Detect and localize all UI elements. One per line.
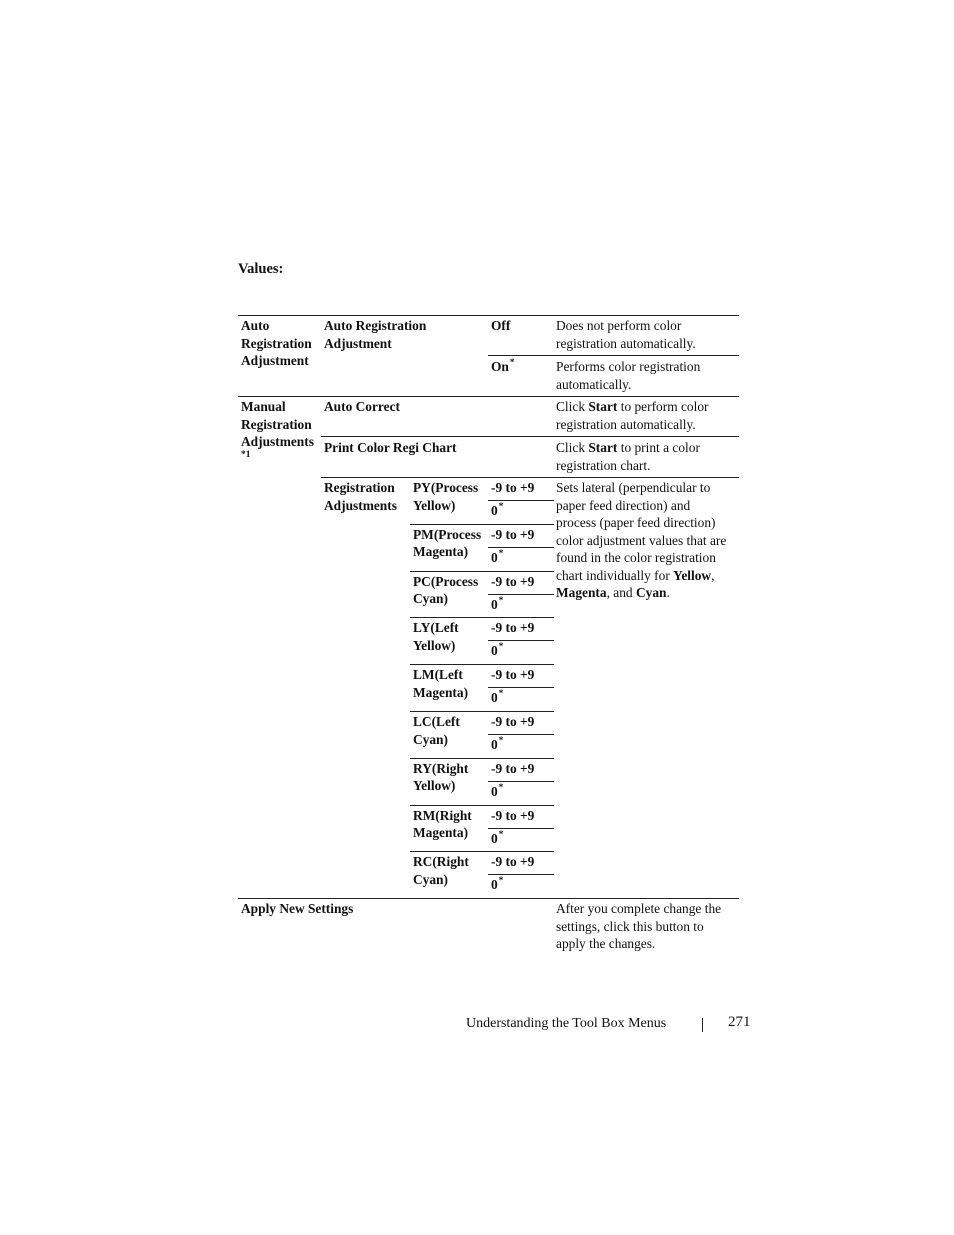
registration-item-name: PY(Process Yellow) [413, 480, 479, 513]
registration-item-range: -9 to +9 [491, 760, 535, 776]
registration-item-default: 0* [491, 594, 504, 612]
value-on-description: Performs color registration automatically. [556, 359, 701, 392]
registration-item-range: -9 to +9 [491, 526, 535, 542]
registration-item-name: LM(Left Magenta) [413, 667, 469, 700]
footer-separator [702, 1018, 703, 1032]
row-divider [238, 396, 739, 397]
value-on: On* [491, 357, 515, 374]
auto-registration-category: Auto Registration Adjustment [241, 318, 312, 368]
registration-item-range: -9 to +9 [491, 480, 535, 495]
registration-item-range: -9 to +9 [491, 667, 535, 683]
registration-item-default: 0* [491, 547, 504, 565]
auto-correct-description: Click Start to perform color registration automatically. [556, 399, 709, 432]
range-divider [488, 547, 554, 548]
footnote-marker: *1 [241, 449, 251, 460]
range-divider [488, 781, 554, 782]
value-off-description: Does not perform color registration automatically. [556, 318, 696, 351]
registration-adjustments-description: Sets lateral (perpendicular to paper feed direction) and process (paper feed direction) color adjustment values that are found in the color registration chart individually for Yellow, Magenta, and Cyan. [556, 480, 727, 600]
registration-item-default: 0* [491, 501, 504, 518]
registration-item-range: -9 to +9 [491, 854, 535, 870]
registration-item-range: -9 to +9 [491, 714, 535, 729]
registration-item-range: -9 to +9 [491, 573, 535, 589]
registration-item-name: LC(Left Cyan) [413, 714, 460, 747]
apply-new-settings-item: Apply New Settings [241, 901, 354, 916]
value-off: Off [491, 318, 511, 333]
registration-item-range: -9 to +9 [491, 807, 535, 823]
registration-item-range: -9 to +9 [491, 620, 535, 636]
registration-item-name: RY(Right Yellow) [413, 760, 469, 794]
registration-item-divider [410, 851, 554, 852]
range-divider [488, 734, 554, 735]
registration-adjustments-item: Registration Adjustments [324, 480, 397, 513]
registration-item-default: 0* [491, 735, 504, 752]
row-divider [488, 355, 739, 356]
registration-item-name: LY(Left Yellow) [413, 620, 459, 653]
table-section-rule [238, 898, 739, 899]
row-divider [321, 436, 739, 437]
registration-item-name: RC(Right Cyan) [413, 854, 469, 887]
registration-item-name: PM(Process Magenta) [413, 526, 482, 560]
registration-item-default: 0* [491, 875, 504, 893]
range-divider [488, 594, 554, 595]
range-divider [488, 874, 554, 875]
registration-item-name: PC(Process Cyan) [413, 573, 479, 607]
table-top-rule [238, 315, 739, 316]
auto-correct-item: Auto Correct [324, 399, 400, 414]
apply-new-settings-description: After you complete change the settings, click this button to apply the changes. [556, 901, 722, 951]
registration-item-default: 0* [491, 781, 504, 799]
registration-item-divider [410, 805, 554, 806]
registration-item-divider [410, 524, 554, 525]
registration-item-default: 0* [491, 641, 504, 659]
print-color-regi-chart-description: Click Start to print a color registration chart. [556, 440, 700, 473]
manual-registration-category: Manual Registration Adjustments *1 [241, 399, 314, 460]
registration-item-divider [410, 617, 554, 618]
range-divider [488, 828, 554, 829]
print-color-regi-chart-item: Print Color Regi Chart [324, 440, 457, 455]
section-heading: Values: [238, 261, 284, 277]
auto-registration-item: Auto Registration Adjustment [324, 318, 427, 351]
registration-item-name: RM(Right Magenta) [413, 807, 472, 841]
registration-item-default: 0* [491, 688, 504, 706]
page-number: 271 [728, 1014, 751, 1030]
footer-section-title: Understanding the Tool Box Menus [466, 1016, 667, 1031]
registration-item-divider [410, 664, 554, 665]
range-divider [488, 640, 554, 641]
registration-item-divider [410, 711, 554, 712]
registration-item-divider [410, 758, 554, 759]
registration-item-divider [410, 571, 554, 572]
range-divider [488, 500, 554, 501]
default-marker: * [509, 357, 515, 367]
registration-item-default: 0* [491, 828, 504, 846]
row-divider [321, 477, 739, 478]
range-divider [488, 687, 554, 688]
